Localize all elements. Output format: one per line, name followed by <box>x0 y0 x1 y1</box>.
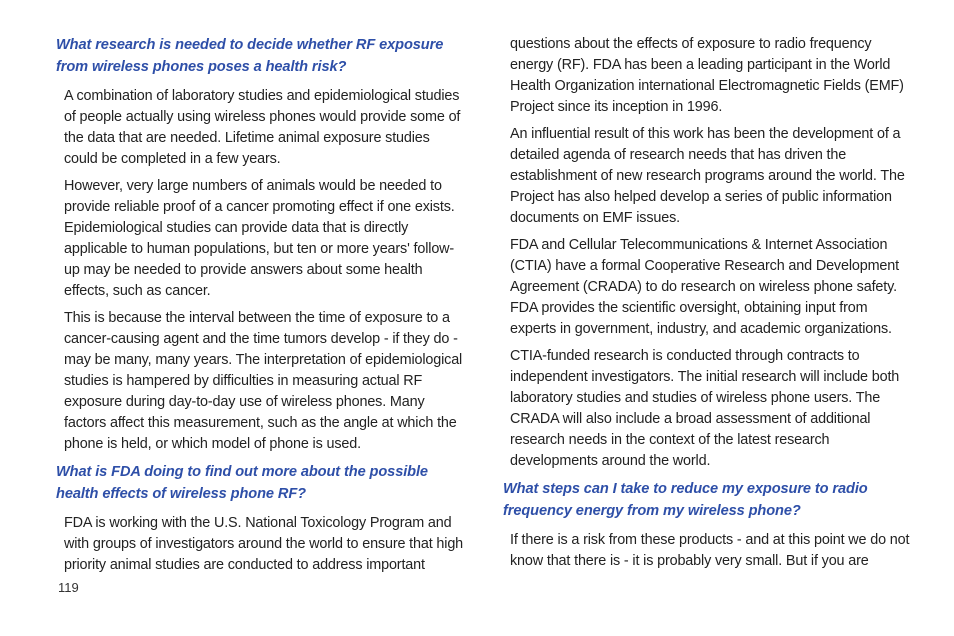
paragraph: FDA and Cellular Telecommunications & Internet Association (CTIA) have a formal Cooperative Research and Development Agreement (CRADA) to do research on wireless phone safety. FDA provides the scientific oversight, obtaining input from experts in government, industry, and academic organizations. <box>510 237 899 337</box>
right-column <box>503 34 913 578</box>
paragraph: If there is a risk from these products - and at this point we do not know that there is - it is probably very small. But if you are <box>510 532 910 569</box>
page-number: 119 <box>58 580 79 595</box>
paragraph: CTIA-funded research is conducted through contracts to independent investigators. The initial research will include both laboratory studies and studies of wireless phone users. The CRADA will also include a broad assessment of additional research needs in the context of the latest research developments around the world. <box>510 348 900 469</box>
paragraph: questions about the effects of exposure to radio frequency energy (RF). FDA has been a leading participant in the World Health Organization international Electromagnetic Fields (EMF) Project since its inception in 1996. <box>510 36 904 115</box>
section-heading-fda-doing: What is FDA doing to find out more about the possible health effects of wireless phone RF? <box>56 464 428 502</box>
paragraph: FDA is working with the U.S. National Toxicology Program and with groups of investigators around the world to ensure that high priority animal studies are conducted to address important <box>64 515 464 573</box>
section-heading-research-needed: What research is needed to decide whether RF exposure from wireless phones poses a health risk? <box>56 37 444 75</box>
paragraph: However, very large numbers of animals would be needed to provide reliable proof of a cancer promoting effect if one exists. Epidemiological studies can provide data that is directly applicable to human populations, but ten or more years' follow-up may be needed to provide answers about some health effects, such as cancer. <box>64 178 455 299</box>
paragraph: An influential result of this work has been the development of a detailed agenda of research needs that has driven the establishment of new research programs around the world. The Project has also helped develop a series of public information documents on EMF issues. <box>510 126 905 226</box>
left-column <box>56 34 466 582</box>
section-heading-reduce-exposure: What steps can I take to reduce my exposure to radio frequency energy from my wireless phone? <box>503 481 868 519</box>
paragraph: A combination of laboratory studies and epidemiological studies of people actually using wireless phones would provide some of the data that are needed. Lifetime animal exposure studies could be completed in a few years. <box>64 88 461 167</box>
paragraph: This is because the interval between the time of exposure to a cancer-causing agent and the time tumors develop - if they do - may be many, many years. The interpretation of epidemiological studies is hampered by difficulties in measuring actual RF exposure during day-to-day use of wireless phones. Many factors affect this measurement, such as the angle at which the phone is held, or which model of phone is used. <box>64 310 463 452</box>
